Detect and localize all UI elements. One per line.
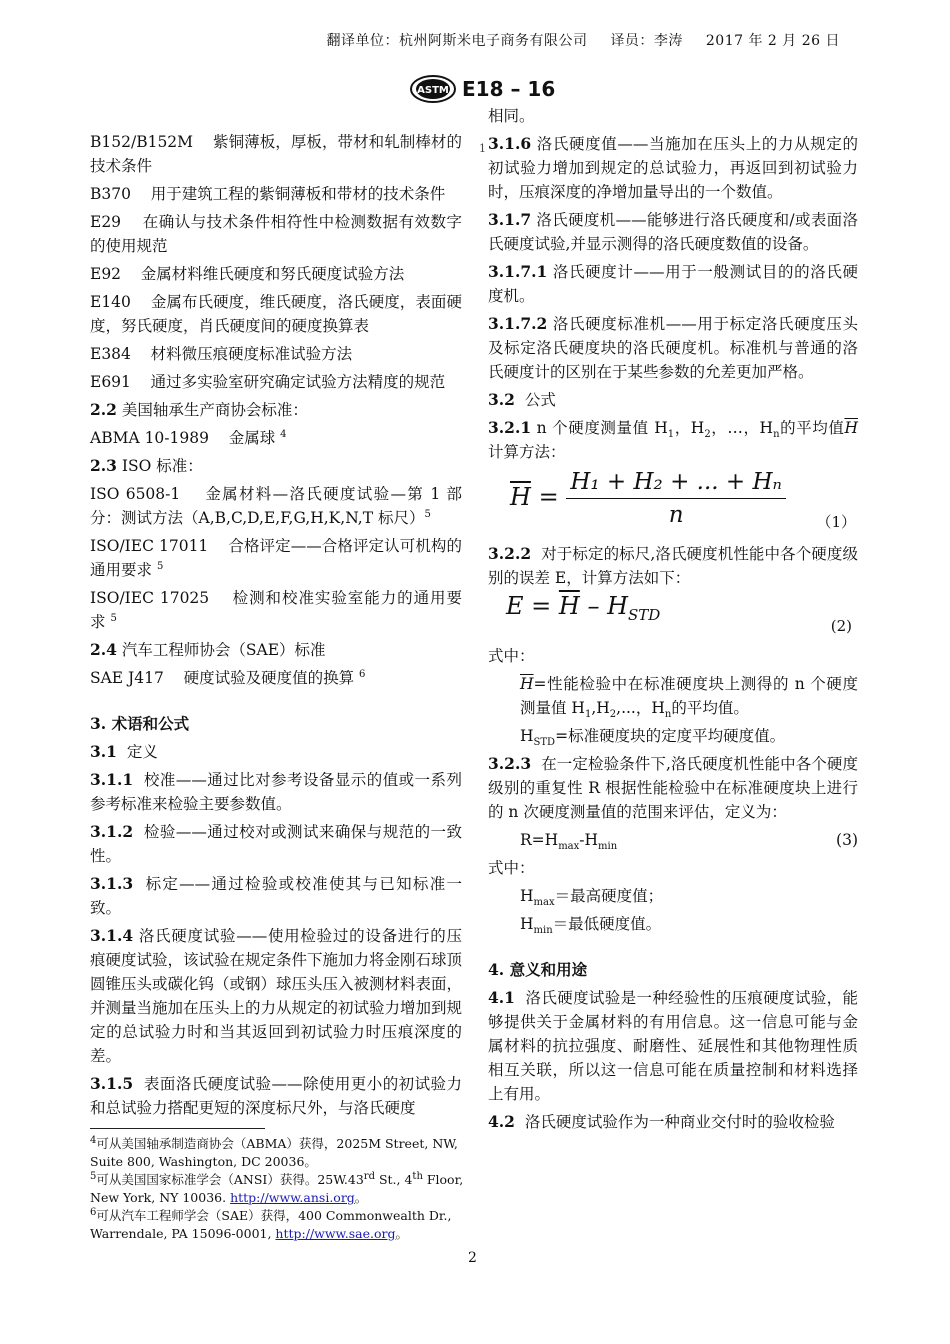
section-3-1-7-2: 3.1.7.2 洛氏硬度标准机——用于标定洛氏硬度压头及标定洛氏硬度块的洛氏硬度机。标准机与普通的洛氏硬度计的区别在于某些参数的允差更加严格。 (488, 314, 858, 381)
ref-iso6508: ISO 6508-1 金属材料—洛氏硬度试验—第 1 部分：测试方法（A,B,C,D,E,F,G,H,K,N,T 标尺）$^5$ (90, 485, 463, 527)
footnote-5: $^5$可从美国国家标准学会（ANSI）获得。25W.43rd St., 4th Floor, New York, NY 10036. http://www.ansi.org。 (90, 1170, 464, 1205)
right-column (488, 104, 858, 1138)
margin-mark: 1 (479, 142, 486, 155)
formula-3 (488, 828, 858, 852)
section-2-4: 2.4 汽车工程师协会（SAE）标准 (90, 640, 326, 659)
h-bar-symbol: $\overline{H}$ (844, 419, 858, 437)
ref-iso17025: ISO/IEC 17025 检测和校准实验室能力的通用要求 $^5$ (90, 589, 462, 631)
svg-text:ASTM: ASTM (417, 85, 449, 96)
astm-logo (410, 74, 555, 104)
formula-1-number: （1） (816, 513, 856, 531)
hmax-definition: $H_{max}=$最高硬度值； (520, 887, 664, 909)
footnote-divider (90, 1128, 265, 1129)
continued-text: 相同。 (488, 107, 535, 125)
ref-iso17011: ISO/IEC 17011 合格评定——合格评定认可机构的通用要求 $^5$ (90, 537, 462, 579)
section-4-2: 4.2 洛氏硬度试验作为一种商业交付时的验收检验 (488, 1112, 835, 1131)
section-3-1-4: 3.1.4 洛氏硬度试验——使用检验过的设备进行的压痕硬度试验，该试验在规定条件下施加力将金刚石球顶圆锥压头或碳化钨（或钢）球压头压入被测材料表面，并测量当施加在压头上的力从规定的初试验力增加到规定的总试验力时和当其返回到初试验力时压痕深度的差。 (90, 926, 463, 1065)
translation-date: 2017 年 2 月 26 日 (705, 33, 840, 49)
formula-1 (488, 470, 858, 534)
section-3-1-5: 3.1.5 表面洛氏硬度试验——除使用更小的初试验力和总试验力搭配更短的深度标尺外，与洛氏硬度 (90, 1074, 462, 1117)
page-number: 2 (468, 1250, 477, 1266)
footnote-6: $^6$可从汽车工程师学会（SAE）获得，400 Commonwealth Dr., Warrendale, PA 15096-0001, http://www.sae.org。 (90, 1206, 452, 1241)
section-4-heading: 4. 意义和用途 (488, 960, 588, 979)
section-3-2-1: 3.2.1 n 个硬度测量值 $H_1$，$H_2$，…，$H_n$的平均值$\overline{H}$计算方法： (488, 418, 858, 461)
formula-3-number: (3) (836, 831, 858, 849)
footnote-4: $^4$可从美国轴承制造商协会（ABMA）获得，2025M Street, NW, Suite 800, Washington, DC 20036。 (90, 1134, 458, 1169)
translator-header (308, 30, 840, 50)
ref-e384: E384 材料微压痕硬度标准试验方法 (90, 345, 353, 363)
section-3-1-6: 3.1.6 洛氏硬度值——当施加在压头上的力从规定的初试验力增加到规定的总试验力，再返回到初试验力时，压痕深度的净增加量导出的一个数值。 (488, 134, 858, 201)
formula-2-number: (2) (830, 617, 852, 635)
where-label-1: 式中： (488, 647, 535, 665)
formula-1-fraction: $\frac{\text{H₁ + H₂ + ... + Hₙ}}{n}$ (566, 470, 786, 527)
ansi-link[interactable]: http://www.ansi.org (230, 1190, 355, 1205)
section-3-heading: 3. 术语和公式 (90, 714, 190, 733)
ref-b152: B152/B152M 紫铜薄板，厚板，带材和轧制棒材的技术条件 (90, 133, 462, 175)
translator-name: 译员：李涛 (610, 33, 683, 49)
astm-emblem-icon (410, 74, 456, 104)
section-3-1: 3.1 定义 (90, 742, 158, 761)
formula-3-expression: $R=H_{max}-H_{min}$ (520, 831, 618, 853)
section-4-1: 4.1 洛氏硬度试验是一种经验性的压痕硬度试验，能够提供关于金属材料的有用信息。这一信息可能与金属材料的抗拉强度、耐磨性、延展性和其他物理性质相互关联，所以这一信息可能在质量控制和材料选择上有用。 (488, 988, 858, 1103)
section-3-1-2: 3.1.2 检验——通过校对或测试来确保与规范的一致性。 (90, 822, 462, 865)
hbar-definition: $\overline{H}=$性能检验中在标准硬度块上测得的 n 个硬度测量值 $H_1,H_2$,...，$H_n$的平均值。 (520, 675, 858, 721)
where-label-2: 式中： (488, 859, 535, 877)
ref-e691: E691 通过多实验室研究确定试验方法精度的规范 (90, 373, 446, 391)
section-3-2: 3.2 公式 (488, 390, 556, 409)
standard-code: E18 – 16 (462, 77, 556, 101)
ref-e29: E29 在确认与技术条件相符性中检测数据有效数字的使用规范 (90, 213, 462, 255)
section-2-2: 2.2 美国轴承生产商协会标准： (90, 400, 308, 419)
sae-link[interactable]: http://www.sae.org (275, 1226, 396, 1241)
section-3-2-2: 3.2.2 对于标定的标尺,洛氏硬度机性能中各个硬度级别的误差 E，计算方法如下： (488, 544, 858, 587)
section-3-1-1: 3.1.1 校准——通过比对参考设备显示的值或一系列参考标准来检验主要参数值。 (90, 770, 462, 813)
section-2-3: 2.3 ISO 标准： (90, 456, 203, 475)
formula-2-expression: $E = \overline{H} - H_{STD}$ (506, 592, 661, 624)
ref-abma: ABMA 10-1989 金属球 $^4$ (90, 428, 287, 447)
ref-e140: E140 金属布氏硬度，维氏硬度，洛氏硬度，表面硬度，努氏硬度，肖氏硬度间的硬度换算表 (90, 293, 462, 335)
footnotes (90, 1135, 468, 1243)
translator-unit: 翻译单位：杭州阿斯米电子商务有限公司 (326, 33, 588, 49)
section-3-2-3: 3.2.3 在一定检验条件下,洛氏硬度机性能中各个硬度级别的重复性 R 根据性能检验中在标准硬度块上进行的 n 次硬度测量值的范围来评估，定义为： (488, 754, 858, 821)
ref-e92: E92 金属材料维氏硬度和努氏硬度试验方法 (90, 265, 405, 283)
formula-1-expression: $\overline{H}$ = $\frac{\text{H₁ + H₂ + ... + Hₙ}}{n}$ (510, 470, 786, 527)
ref-b370: B370 用于建筑工程的紫铜薄板和带材的技术条件 (90, 185, 446, 203)
ref-sae: SAE J417 硬度试验及硬度值的换算 $^6$ (90, 668, 366, 687)
formula-2 (488, 594, 858, 638)
hmin-definition: $H_{min}=$最低硬度值。 (520, 915, 662, 937)
section-3-1-7: 3.1.7 洛氏硬度机——能够进行洛氏硬度和/或表面洛氏硬度试验,并显示测得的洛氏硬度数值的设备。 (488, 210, 858, 253)
section-3-1-7-1: 3.1.7.1 洛氏硬度计——用于一般测试目的的洛氏硬度机。 (488, 262, 858, 305)
section-3-1-3: 3.1.3 标定——通过检验或校准使其与已知标准一致。 (90, 874, 462, 917)
hstd-definition: $H_{STD}=$标准硬度块的定度平均硬度值。 (520, 727, 786, 749)
left-column (90, 130, 462, 1124)
